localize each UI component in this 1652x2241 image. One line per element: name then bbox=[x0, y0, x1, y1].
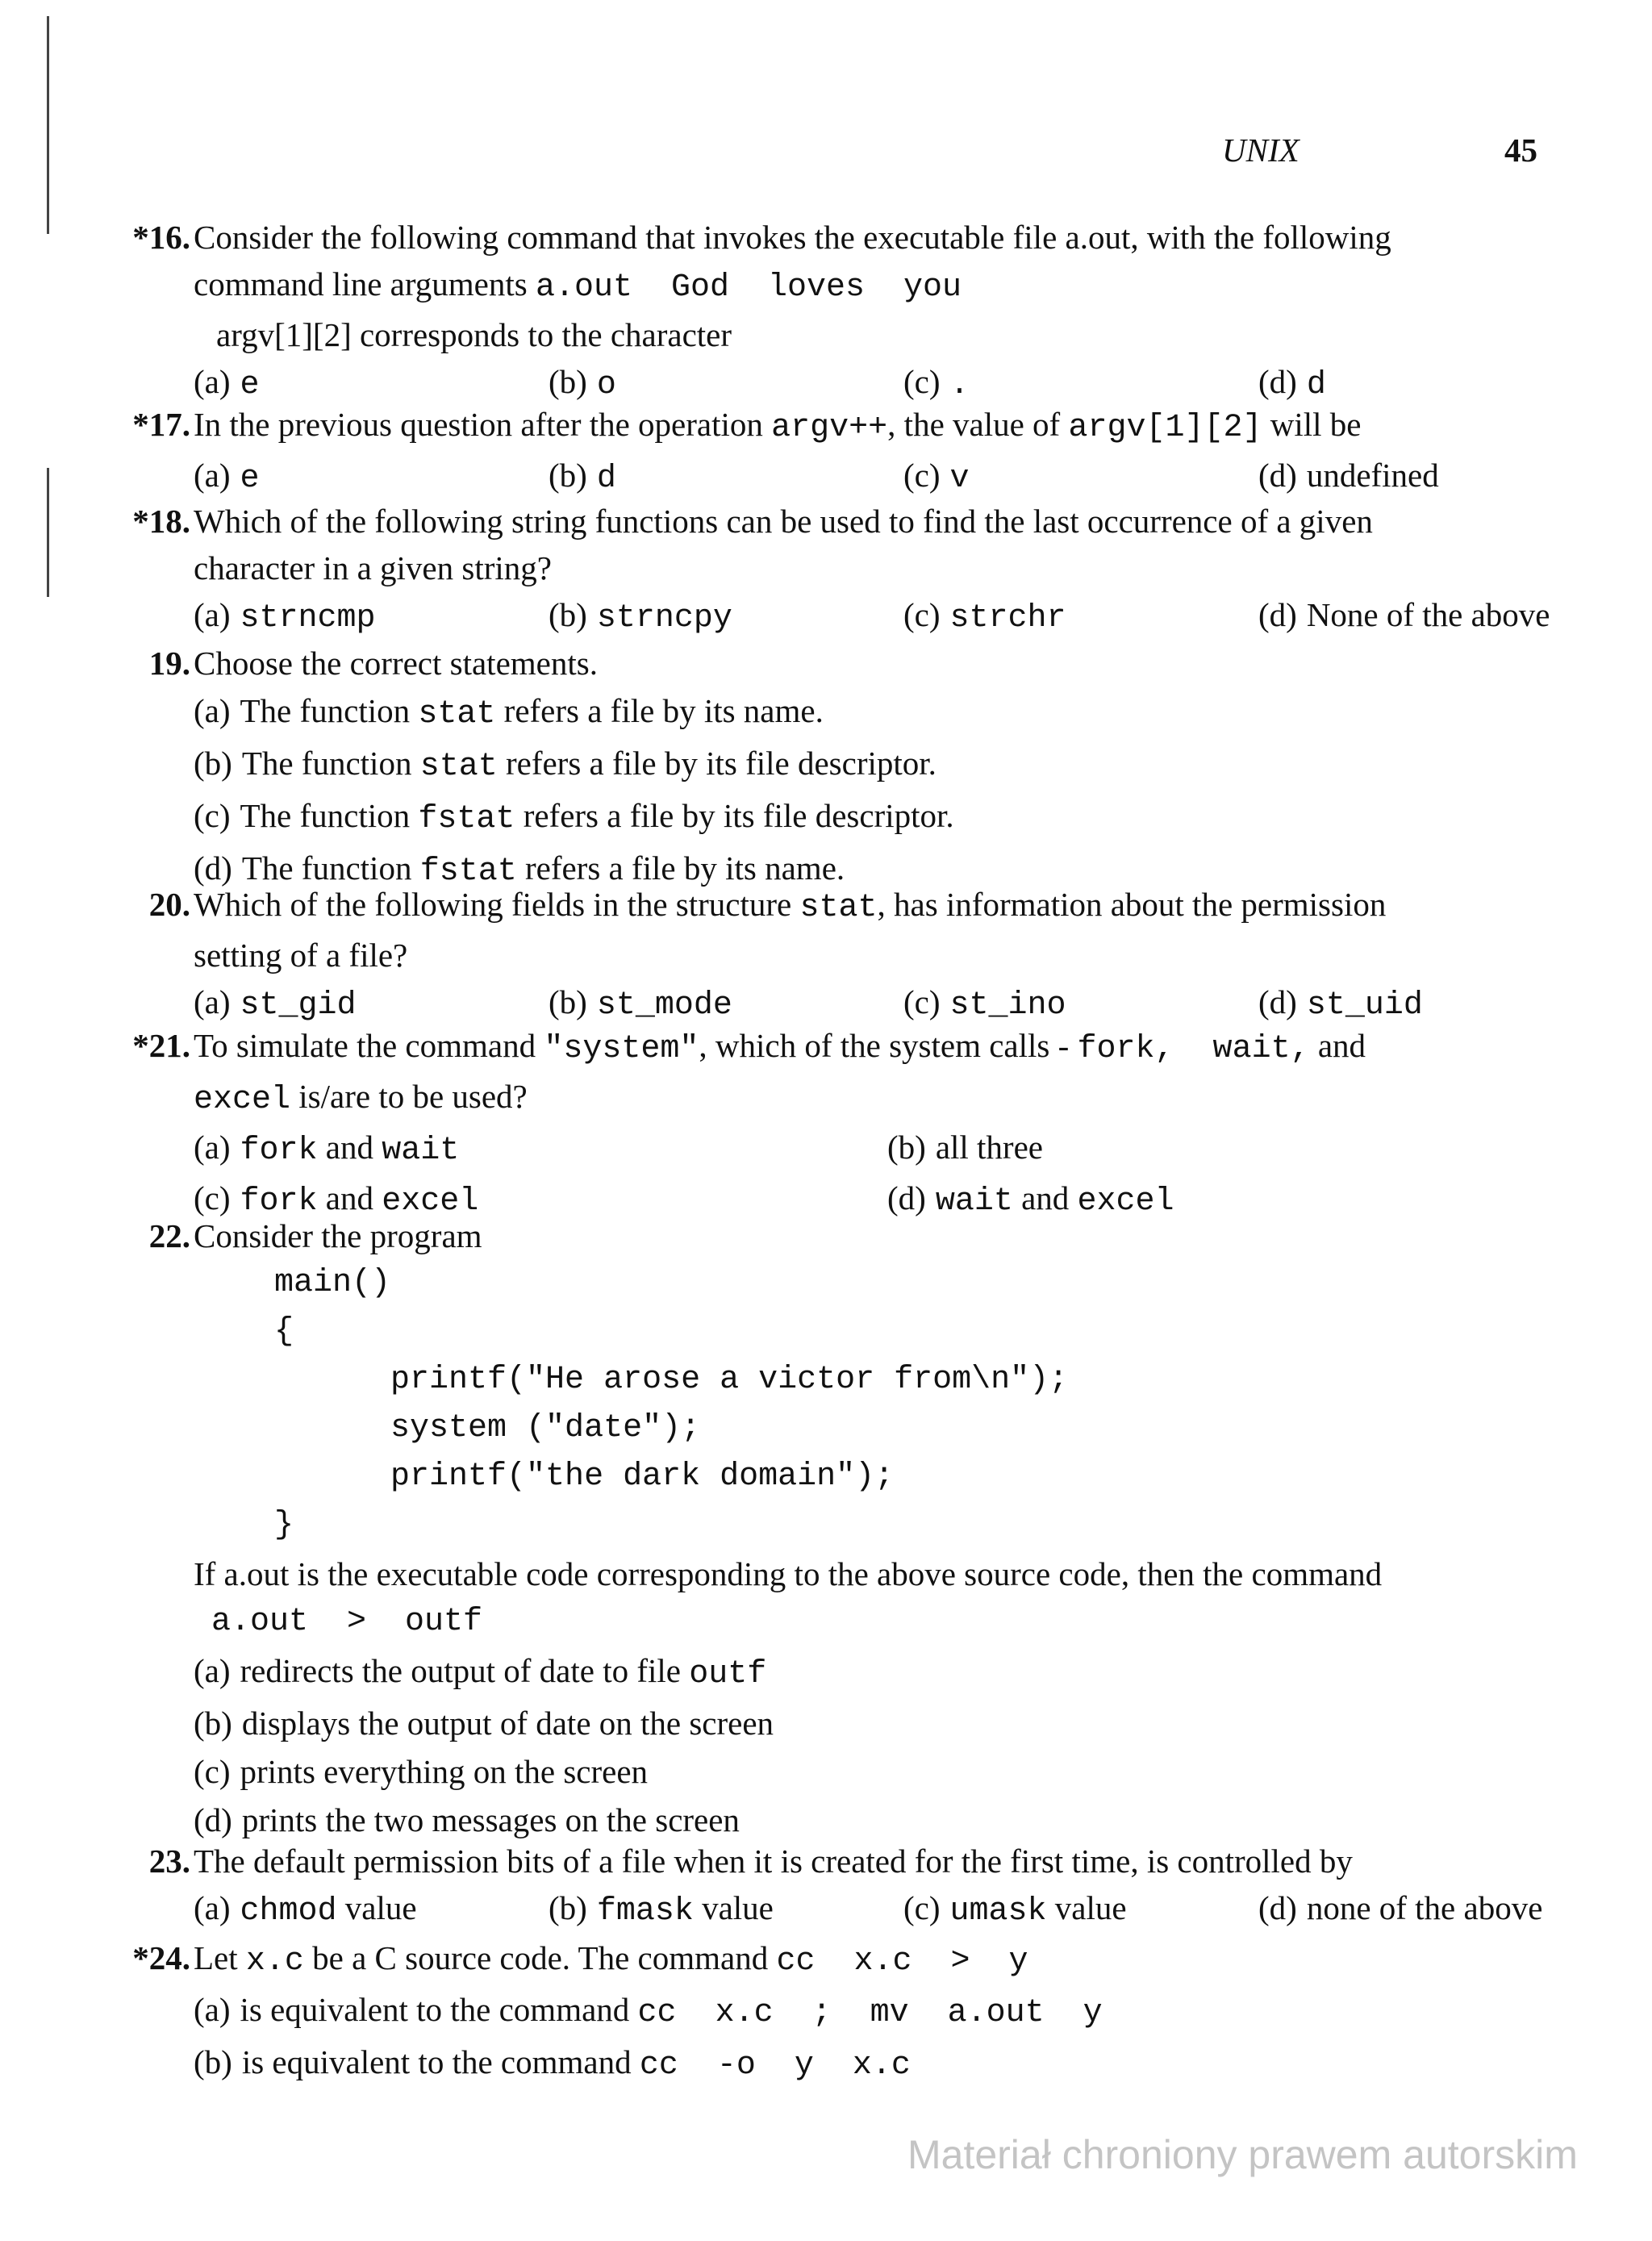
option-label: (a) bbox=[194, 1652, 231, 1689]
question-text: The default permission bits of a file when it is created for the first time, is controlled by bbox=[194, 1842, 1353, 1880]
code-line: { bbox=[274, 1313, 294, 1350]
question-number: *21. bbox=[132, 1027, 190, 1064]
option-label: (d) bbox=[1258, 457, 1297, 494]
question-text: setting of a file? bbox=[194, 937, 408, 974]
option-text: o bbox=[596, 367, 616, 403]
question-text: and bbox=[1317, 1027, 1366, 1064]
code-snippet: stat bbox=[799, 890, 878, 926]
option-text: None of the above bbox=[1306, 596, 1550, 633]
option-text: prints everything on the screen bbox=[240, 1753, 649, 1790]
question-text: Which of the following fields in the structure bbox=[194, 886, 792, 923]
code-snippet: outf bbox=[689, 1656, 767, 1692]
option-label: (b) bbox=[887, 1129, 926, 1166]
option bbox=[194, 1985, 1549, 2038]
option-label: (d) bbox=[1258, 363, 1297, 400]
option-text: value bbox=[702, 1889, 774, 1926]
code-snippet: cc -o y x.c bbox=[639, 2047, 911, 2084]
running-header-title: UNIX bbox=[1222, 131, 1299, 169]
option bbox=[194, 1796, 1549, 1844]
option bbox=[1258, 1884, 1613, 1935]
option bbox=[194, 1124, 887, 1175]
question-18 bbox=[113, 498, 1549, 642]
question-stem bbox=[194, 498, 1549, 591]
code-snippet: excel bbox=[1077, 1183, 1174, 1220]
option-text: is equivalent to the command bbox=[241, 2043, 632, 2080]
binding-line bbox=[47, 468, 49, 597]
option bbox=[194, 791, 1549, 844]
question-number: *18. bbox=[132, 503, 190, 540]
question-16 bbox=[113, 214, 1549, 409]
option-label: (b) bbox=[194, 745, 232, 782]
code-block bbox=[274, 1259, 1549, 1550]
option bbox=[194, 1747, 1549, 1796]
code-snippet: fstat bbox=[419, 853, 517, 890]
question-number: *24. bbox=[132, 1939, 190, 1976]
code-snippet: excel bbox=[194, 1082, 291, 1118]
code-snippet: fork bbox=[240, 1183, 318, 1220]
option-text: The function bbox=[241, 849, 412, 887]
option-label: (d) bbox=[887, 1179, 926, 1216]
option bbox=[194, 452, 549, 503]
option-text: and bbox=[325, 1129, 373, 1166]
option bbox=[194, 739, 1549, 791]
question-text: character in a given string? bbox=[194, 549, 552, 586]
option-label: (c) bbox=[194, 797, 231, 834]
option-text: The function bbox=[240, 692, 411, 729]
option-text: The function bbox=[241, 745, 412, 782]
option-text: e bbox=[240, 367, 260, 403]
code-snippet: stat bbox=[419, 749, 498, 785]
question-stem bbox=[194, 401, 1549, 452]
question-text: will be bbox=[1270, 406, 1362, 443]
option-label: (c) bbox=[194, 1753, 231, 1790]
option-label: (c) bbox=[903, 1889, 941, 1926]
code-snippet: fmask bbox=[596, 1893, 694, 1930]
option-text: st_ino bbox=[949, 987, 1066, 1024]
option-text: v bbox=[949, 461, 970, 497]
binding-line bbox=[47, 16, 49, 234]
question-text: Consider the following command that invokes the executable file a.out, with the following bbox=[194, 219, 1391, 256]
question-23 bbox=[113, 1838, 1549, 1935]
option bbox=[194, 2038, 1549, 2090]
code-snippet: chmod bbox=[240, 1893, 337, 1930]
question-number: 19. bbox=[148, 645, 190, 682]
option-text: undefined bbox=[1306, 457, 1439, 494]
code-snippet: cc x.c > y bbox=[776, 1943, 1028, 1980]
option bbox=[887, 1124, 1581, 1175]
option-label: (b) bbox=[194, 2043, 232, 2080]
question-stem bbox=[194, 214, 1549, 358]
code-snippet: "system" bbox=[544, 1031, 699, 1067]
code-line: system ("date"); bbox=[274, 1410, 701, 1446]
option bbox=[194, 1646, 1549, 1699]
option-label: (c) bbox=[194, 1179, 231, 1216]
option bbox=[903, 591, 1258, 642]
answer-options bbox=[194, 591, 1549, 642]
code-snippet: a.out God loves you bbox=[535, 269, 962, 306]
option-label: (c) bbox=[903, 596, 941, 633]
option-text: e bbox=[240, 461, 260, 497]
question-number: 22. bbox=[148, 1217, 190, 1254]
option-text: st_uid bbox=[1306, 987, 1423, 1024]
option bbox=[549, 452, 903, 503]
option bbox=[194, 686, 1549, 739]
question-21 bbox=[113, 1022, 1549, 1225]
option-text: d bbox=[596, 461, 616, 497]
option-text: displays the output of date on the screen bbox=[241, 1705, 774, 1742]
option bbox=[194, 591, 549, 642]
option bbox=[549, 1884, 903, 1935]
option-text: and bbox=[1021, 1179, 1070, 1216]
question-number: *16. bbox=[132, 219, 190, 256]
option-label: (d) bbox=[1258, 596, 1297, 633]
copyright-watermark: Materiał chroniony prawem autorskim bbox=[907, 2132, 1578, 2177]
question-text: is/are to be used? bbox=[298, 1078, 528, 1115]
option-label: (b) bbox=[549, 457, 587, 494]
option-text: none of the above bbox=[1306, 1889, 1543, 1926]
option-label: (d) bbox=[194, 1801, 232, 1838]
option bbox=[194, 1884, 549, 1935]
option-label: (d) bbox=[1258, 983, 1297, 1020]
option-label: (a) bbox=[194, 692, 231, 729]
question-text: , has information about the permission bbox=[877, 886, 1387, 923]
option-text: all three bbox=[935, 1129, 1043, 1166]
option-text: refers a file by its file descriptor. bbox=[505, 745, 937, 782]
question-19 bbox=[113, 640, 1549, 896]
code-line: main() bbox=[274, 1265, 391, 1301]
option-text: redirects the output of date to file bbox=[240, 1652, 681, 1689]
option-label: (d) bbox=[1258, 1889, 1297, 1926]
question-stem bbox=[194, 881, 1549, 979]
page-number: 45 bbox=[1504, 131, 1537, 169]
option-text: is equivalent to the command bbox=[240, 1991, 630, 2028]
question-text: Let bbox=[194, 1939, 238, 1976]
code-line: printf("He arose a victor from\n"); bbox=[274, 1362, 1069, 1398]
question-24 bbox=[113, 1934, 1549, 2090]
option-label: (a) bbox=[194, 363, 231, 400]
code-snippet: argv++ bbox=[771, 410, 888, 446]
code-line: } bbox=[274, 1507, 294, 1543]
option-text: . bbox=[949, 367, 970, 403]
question-text: If a.out is the executable code corresponding to the above source code, then the command bbox=[194, 1555, 1383, 1592]
answer-options bbox=[194, 1884, 1549, 1935]
option-label: (a) bbox=[194, 1991, 231, 2028]
option bbox=[194, 1699, 1549, 1747]
answer-options bbox=[194, 452, 1549, 503]
option-label: (c) bbox=[903, 457, 941, 494]
question-text bbox=[194, 1073, 1549, 1124]
answer-options bbox=[194, 1124, 1549, 1175]
question-number: *17. bbox=[132, 406, 190, 443]
code-snippet: wait bbox=[382, 1133, 460, 1169]
option-text: d bbox=[1306, 367, 1326, 403]
option-label: (a) bbox=[194, 457, 231, 494]
option bbox=[1258, 452, 1613, 503]
option-label: (b) bbox=[194, 1705, 232, 1742]
question-17 bbox=[113, 401, 1549, 503]
code-snippet: fstat bbox=[418, 801, 515, 837]
option-text: refers a file by its name. bbox=[524, 849, 845, 887]
option-label: (b) bbox=[549, 363, 587, 400]
question-text: argv[1][2] corresponds to the character bbox=[216, 316, 732, 353]
question-text: , the value of bbox=[887, 406, 1061, 443]
question-number: 23. bbox=[148, 1842, 190, 1880]
question-text: To simulate the command bbox=[194, 1027, 536, 1064]
option-text: strchr bbox=[949, 600, 1066, 636]
question-stem bbox=[194, 1934, 1549, 1985]
command-line: a.out > outf bbox=[211, 1604, 483, 1640]
option bbox=[549, 591, 903, 642]
question-text: Choose the correct statements. bbox=[194, 645, 598, 682]
option-text: st_gid bbox=[240, 987, 357, 1024]
question-text bbox=[194, 1022, 1549, 1073]
option-text: refers a file by its name. bbox=[503, 692, 824, 729]
option-label: (d) bbox=[194, 849, 232, 887]
question-text: Consider the program bbox=[194, 1217, 482, 1254]
option bbox=[1258, 591, 1613, 642]
option-text: value bbox=[1054, 1889, 1127, 1926]
option-text: refers a file by its file descriptor. bbox=[523, 797, 954, 834]
question-text: be a C source code. The command bbox=[312, 1939, 769, 1976]
code-snippet: excel bbox=[382, 1183, 479, 1220]
code-snippet: stat bbox=[418, 696, 496, 732]
question-text: Which of the following string functions can be used to find the last occurrence of a given bbox=[194, 503, 1373, 540]
code-snippet: wait bbox=[935, 1183, 1013, 1220]
code-snippet: umask bbox=[949, 1893, 1047, 1930]
question-22 bbox=[113, 1212, 1549, 1844]
option-text: prints the two messages on the screen bbox=[241, 1801, 740, 1838]
option-text: strncpy bbox=[596, 600, 732, 636]
option-text: strncmp bbox=[240, 600, 376, 636]
code-snippet: x.c bbox=[245, 1943, 304, 1980]
option-text: value bbox=[344, 1889, 417, 1926]
option bbox=[903, 1884, 1258, 1935]
option-text: The function bbox=[240, 797, 411, 834]
option-label: (a) bbox=[194, 596, 231, 633]
option-text: and bbox=[325, 1179, 373, 1216]
question-number: 20. bbox=[148, 886, 190, 923]
option-label: (b) bbox=[549, 983, 587, 1020]
code-line: printf("the dark domain"); bbox=[274, 1459, 895, 1495]
option-label: (b) bbox=[549, 1889, 587, 1926]
option-label: (c) bbox=[903, 983, 941, 1020]
question-stem bbox=[194, 1022, 1549, 1124]
question-text: command line arguments bbox=[194, 265, 528, 303]
option-label: (b) bbox=[549, 596, 587, 633]
code-snippet: fork, wait, bbox=[1077, 1031, 1310, 1067]
code-snippet: cc x.c ; mv a.out y bbox=[637, 1995, 1103, 2031]
option bbox=[903, 452, 1258, 503]
question-text: In the previous question after the operation bbox=[194, 406, 763, 443]
option-text: st_mode bbox=[596, 987, 732, 1024]
question-20 bbox=[113, 881, 1549, 1029]
option-label: (c) bbox=[903, 363, 941, 400]
option-label: (a) bbox=[194, 1889, 231, 1926]
code-snippet: fork bbox=[240, 1133, 318, 1169]
question-text bbox=[194, 881, 1549, 932]
question-text: , which of the system calls - bbox=[699, 1027, 1070, 1064]
code-snippet: argv[1][2] bbox=[1068, 410, 1262, 446]
question-text bbox=[194, 261, 1549, 311]
option-label: (a) bbox=[194, 983, 231, 1020]
option-label: (a) bbox=[194, 1129, 231, 1166]
